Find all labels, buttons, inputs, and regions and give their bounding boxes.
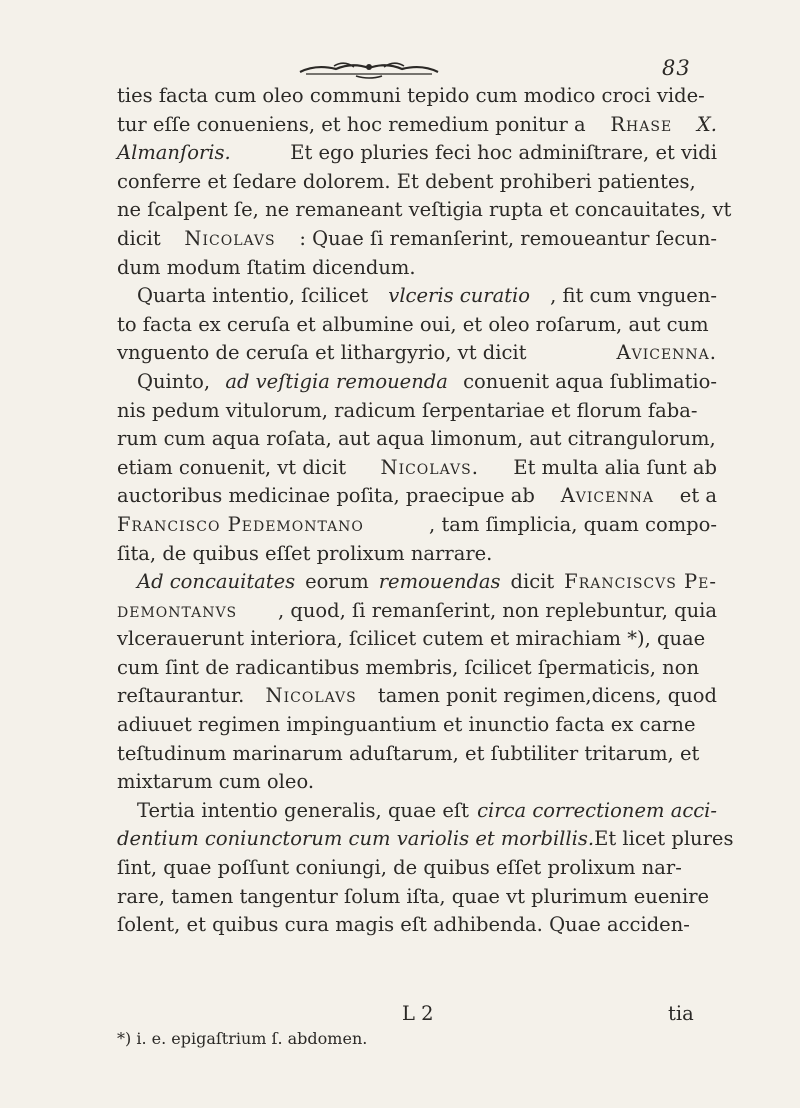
text-line	[117, 225, 717, 254]
text-run: ne ſcalpent ſe, ne remaneant veſtigia rupta et concauitates, vt	[117, 198, 732, 222]
text-line	[117, 797, 717, 826]
text-run: nis pedum vitulorum, radicum ſerpentariae et florum faba-	[117, 398, 698, 422]
text-line	[117, 883, 717, 912]
text-line	[117, 196, 732, 225]
text-run: tur eſſe conueniens, et hoc remedium ponitur a	[117, 112, 586, 136]
author-name: Rhase	[610, 112, 673, 136]
author-name: Avicenna.	[616, 341, 717, 365]
text-line	[117, 740, 717, 769]
text-run: et a	[679, 484, 717, 508]
author-name: Franciscvs Pe-	[564, 570, 717, 594]
text-run: rum cum aqua roſata, aut aqua limonum, aut citrangulorum,	[117, 427, 716, 451]
text-run: Et ego pluries feci hoc adminiſtrare, et vidi	[290, 141, 717, 165]
text-run: X.	[696, 112, 717, 136]
text-run: vlcerauerunt interiora, ſcilicet cutem et mirachiam *), quae	[117, 627, 706, 651]
text-line	[117, 482, 717, 511]
text-line	[117, 425, 717, 454]
text-run: dicit	[510, 570, 555, 594]
author-name: Nicolavs	[184, 226, 276, 250]
text-line	[117, 368, 717, 397]
text-line	[117, 511, 717, 540]
text-line	[117, 139, 717, 168]
catchword: tia	[668, 1002, 694, 1025]
book-title: Almanſoris.	[117, 141, 231, 165]
italic-phrase: ad veſtigia remouenda	[225, 369, 448, 393]
text-run: etiam conuenit, vt dicit	[117, 455, 347, 479]
text-run: , fit cum vnguen-	[550, 284, 717, 308]
text-run: conuenit aqua ſublimatio-	[463, 369, 717, 393]
italic-phrase: circa correctionem acci-	[477, 798, 717, 822]
italic-phrase: vlceris curatio	[388, 284, 531, 308]
text-line	[117, 397, 717, 426]
footnote: *) i. e. epigaſtrium ſ. abdomen.	[117, 1029, 368, 1048]
text-run: ſint, quae poſſunt coniungi, de quibus eſſet prolixum nar-	[117, 856, 682, 880]
italic-phrase: dentium coniunctorum cum variolis et morbillis.	[117, 827, 595, 851]
printer-ornament	[296, 58, 442, 80]
author-name: Nicolavs.	[380, 455, 479, 479]
text-run: to facta ex ceruſa et albumine oui, et oleo roſarum, aut cum	[117, 312, 709, 336]
text-run: ſita, de quibus eſſet prolixum narrare.	[117, 541, 493, 565]
italic-phrase: remouendas	[378, 570, 501, 594]
text-run: teſtudinum marinarum aduſtarum, et ſubtiliter tritarum, et	[117, 741, 700, 765]
text-line	[117, 654, 717, 683]
author-name: Nicolavs	[265, 684, 357, 708]
text-run: Et licet plures	[594, 827, 734, 851]
text-line	[117, 282, 717, 311]
text-line	[117, 854, 717, 883]
author-name: Francisco Pedemontano	[117, 512, 364, 536]
text-run: adiuuet regimen impinguantium et inunctio facta ex carne	[117, 713, 696, 737]
text-run: vnguento de ceruſa et lithargyrio, vt dicit	[117, 341, 527, 365]
signature-mark: L 2	[402, 1002, 434, 1025]
text-line	[117, 911, 717, 940]
text-run: tamen ponit regimen,dicens, quod	[377, 684, 717, 708]
text-run: rare, tamen tangentur ſolum iſta, quae vt plurimum euenire	[117, 884, 710, 908]
text-run: Quinto,	[137, 369, 211, 393]
text-run: eorum	[305, 570, 369, 594]
text-run: , tam ſimplicia, quam compo-	[429, 512, 717, 536]
text-run: cum ſint de radicantibus membris, ſcilicet ſpermaticis, non	[117, 655, 700, 679]
text-run: ſolent, et quibus cura magis eſt adhibenda. Quae acciden-	[117, 913, 690, 937]
text-line	[117, 768, 717, 797]
author-name: Avicenna	[560, 484, 654, 508]
text-line	[117, 254, 717, 283]
text-line	[117, 825, 734, 854]
text-line	[117, 711, 717, 740]
text-run: conferre et ſedare dolorem. Et debent prohiberi patientes,	[117, 169, 696, 193]
text-line	[117, 111, 717, 140]
text-line	[117, 540, 717, 569]
text-run: dum modum ſtatim dicendum.	[117, 255, 416, 279]
text-run: Quarta intentio, ſcilicet	[137, 284, 369, 308]
text-run: : Quae ſi remanſerint, remoueantur ſecun-	[299, 226, 717, 250]
body-text	[117, 82, 734, 940]
text-line	[117, 311, 717, 340]
text-run: dicit	[117, 226, 161, 250]
text-line	[117, 168, 717, 197]
text-line	[117, 568, 717, 597]
text-run: auctoribus medicinae poſita, praecipue ab	[117, 484, 535, 508]
text-line	[117, 625, 717, 654]
text-line	[117, 597, 717, 626]
page-number: 83	[662, 56, 691, 80]
text-run: Tertia intentio generalis, quae eſt	[137, 798, 469, 822]
text-line	[117, 339, 717, 368]
text-line	[117, 82, 717, 111]
italic-phrase: Ad concauitates	[137, 570, 296, 594]
text-run: reſtaurantur.	[117, 684, 245, 708]
text-line	[117, 682, 717, 711]
text-run: Et multa alia ſunt ab	[513, 455, 717, 479]
text-run: ties facta cum oleo communi tepido cum modico croci vide-	[117, 84, 705, 107]
text-run: mixtarum cum oleo.	[117, 770, 315, 794]
text-line	[117, 454, 717, 483]
text-run: , quod, ſi remanſerint, non replebuntur, quia	[277, 598, 717, 622]
author-name: demontanvs	[117, 598, 238, 622]
